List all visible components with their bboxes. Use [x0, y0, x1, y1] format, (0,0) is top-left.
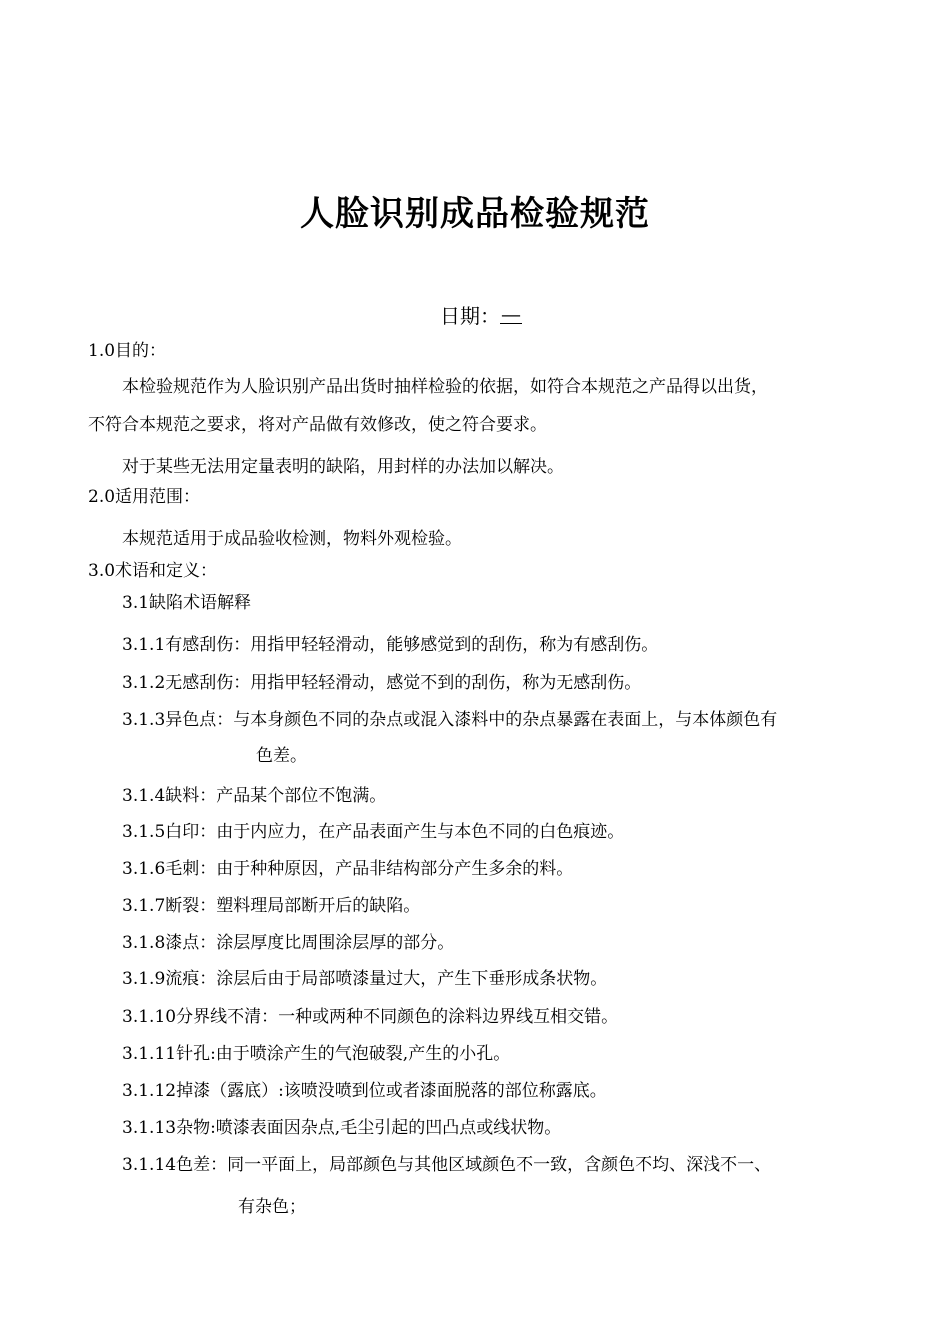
date-label: 日期：	[440, 304, 500, 328]
definition-item: 3.1.5白印：由于内应力，在产品表面产生与本色不同的白色痕迹。	[122, 822, 625, 842]
definition-item: 3.1.9流痕：涂层后由于局部喷漆量过大，产生下垂形成条状物。	[122, 969, 608, 989]
section-3-1-heading: 3.1缺陷术语解释	[122, 593, 252, 613]
definition-item: 3.1.2无感刮伤：用指甲轻轻滑动，感觉不到的刮伤，称为无感刮伤。	[122, 673, 642, 693]
definition-item: 3.1.4缺料：产品某个部位不饱满。	[122, 786, 387, 806]
section-2-paragraph: 本规范适用于成品验收检测，物料外观检验。	[122, 529, 462, 549]
definition-item: 3.1.14色差：同一平面上，局部颜色与其他区域颜色不一致，含颜色不均、深浅不一、	[122, 1155, 772, 1175]
date-row	[440, 300, 522, 329]
section-2-heading: 2.0适用范围：	[88, 487, 201, 507]
definition-item-continuation: 有杂色；	[238, 1197, 306, 1217]
definition-item: 3.1.13杂物:喷漆表面因杂点,毛尘引起的凹凸点或线状物。	[122, 1118, 562, 1138]
definition-item: 3.1.12掉漆（露底）:该喷没喷到位或者漆面脱落的部位称露底。	[122, 1081, 607, 1101]
definition-item: 3.1.8漆点：涂层厚度比周围涂层厚的部分。	[122, 933, 455, 953]
definition-item: 3.1.1有感刮伤：用指甲轻轻滑动，能够感觉到的刮伤，称为有感刮伤。	[122, 635, 659, 655]
section-3-heading: 3.0术语和定义：	[88, 561, 218, 581]
definition-item: 3.1.7断裂：塑料理局部断开后的缺陷。	[122, 896, 421, 916]
definition-item-continuation: 色差。	[256, 746, 307, 766]
date-value: —	[501, 302, 521, 326]
definition-item: 3.1.6毛刺：由于种种原因，产品非结构部分产生多余的料。	[122, 859, 574, 879]
section-1-heading: 1.0目的：	[88, 341, 167, 361]
definition-item: 3.1.3异色点：与本身颜色不同的杂点或混入漆料中的杂点暴露在表面上，与本体颜色有	[122, 710, 778, 730]
document-title: 人脸识别成品检验规范	[300, 194, 650, 234]
section-1-paragraph-1-line-2: 不符合本规范之要求，将对产品做有效修改，使之符合要求。	[88, 415, 547, 435]
definition-item: 3.1.11针孔:由于喷涂产生的气泡破裂,产生的小孔。	[122, 1044, 511, 1064]
definition-item: 3.1.10分界线不清：一种或两种不同颜色的涂料边界线互相交错。	[122, 1007, 619, 1027]
section-1-paragraph-2: 对于某些无法用定量表明的缺陷，用封样的办法加以解决。	[122, 457, 564, 477]
section-1-paragraph-1-line-1: 本检验规范作为人脸识别产品出货时抽样检验的依据，如符合本规范之产品得以出货，	[122, 377, 768, 397]
